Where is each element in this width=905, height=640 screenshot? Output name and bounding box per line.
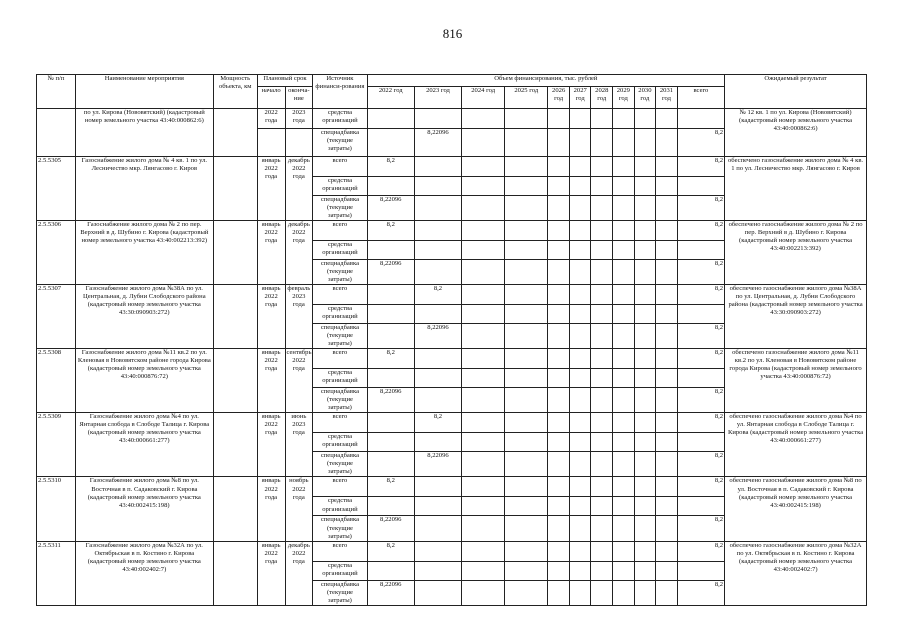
- row-capacity: [213, 109, 257, 157]
- row-capacity: [213, 349, 257, 413]
- row-num: [37, 109, 76, 157]
- row-value-2023: [414, 388, 461, 413]
- row-value-total: 8,2: [677, 260, 724, 285]
- row-start: январь 2022 года: [257, 541, 285, 605]
- row-value-2023: [414, 516, 461, 541]
- row-source: всего: [313, 413, 367, 433]
- table-row: [37, 157, 867, 177]
- row-value-2023: 8,2: [414, 285, 461, 305]
- row-num: 2.5.5307: [37, 285, 76, 349]
- row-source: спецнадбавка (текущие затраты): [313, 260, 367, 285]
- row-source: средства организаций: [313, 109, 367, 129]
- header-year: 2023 год: [414, 87, 461, 109]
- row-value-2023: 8,2: [414, 413, 461, 433]
- row-source: всего: [313, 541, 367, 561]
- row-source: средства организаций: [313, 497, 367, 516]
- row-capacity: [213, 221, 257, 285]
- header-year: 2026 год: [548, 87, 570, 109]
- row-source: спецнадбавка (текущие затраты): [313, 580, 367, 605]
- row-source: всего: [313, 157, 367, 177]
- header-year: 2024 год: [462, 87, 505, 109]
- financing-table: [36, 74, 867, 606]
- row-start: январь 2022 года: [257, 285, 285, 349]
- row-source: спецнадбавка (текущие затраты): [313, 129, 367, 157]
- header-year: 2025 год: [505, 87, 548, 109]
- row-source: спецнадбавка (текущие затраты): [313, 196, 367, 221]
- row-start: январь 2022 года: [257, 349, 285, 413]
- row-num: 2.5.5309: [37, 413, 76, 477]
- table-body: [37, 109, 867, 606]
- header-num: № п/п: [37, 75, 76, 109]
- row-value-2023: [414, 477, 461, 497]
- row-source: средства организаций: [313, 433, 367, 452]
- row-source: всего: [313, 349, 367, 369]
- table-row: [37, 349, 867, 369]
- row-result: обеспечено газоснабжение жилого дома №32А по ул. Октябрьская в п. Костино г. Кирова (кадастровый номер земельного участка 43:40:002402:7): [725, 541, 867, 605]
- row-name: Газоснабжение жилого дома № 4 кв. 1 по ул. Лесничество мкр. Лянгасово г. Киров: [76, 157, 214, 221]
- row-capacity: [213, 285, 257, 349]
- table-row: [37, 285, 867, 305]
- row-value-2022: 8,2: [367, 221, 414, 241]
- table-row: [37, 221, 867, 241]
- row-value-2023: [414, 196, 461, 221]
- header-year: 2031 год: [656, 87, 678, 109]
- row-value-total: 8,2: [677, 541, 724, 561]
- row-value-2022: [367, 413, 414, 433]
- header-term-start: начало: [257, 87, 285, 109]
- row-value-2022: 8,22096: [367, 516, 414, 541]
- row-value-2022: 8,2: [367, 349, 414, 369]
- table-row: [37, 109, 867, 129]
- row-start: январь 2022 года: [257, 157, 285, 221]
- table-row: [37, 541, 867, 561]
- row-result: обеспечено газоснабжение жилого дома №11 кв.2 по ул. Кленовая в Нововятском районе города Кирова (кадастровый номер земельного участка 43:40:000876:72): [725, 349, 867, 413]
- row-num: 2.5.5308: [37, 349, 76, 413]
- header-year: 2027 год: [569, 87, 591, 109]
- page-number: 816: [442, 26, 463, 41]
- table-row: [37, 477, 867, 497]
- row-source: спецнадбавка (текущие затраты): [313, 388, 367, 413]
- row-name: Газоснабжение жилого дома №32А по ул. Октябрьская в п. Костино г. Кирова (кадастровый номер земельного участка 43:40:002402:7): [76, 541, 214, 605]
- row-end: декабрь 2022 года: [285, 221, 313, 285]
- row-value-total: 8,2: [677, 388, 724, 413]
- row-value-2022: 8,2: [367, 157, 414, 177]
- row-num: 2.5.5306: [37, 221, 76, 285]
- row-value-total: 8,2: [677, 221, 724, 241]
- row-end: 2023 года: [285, 109, 313, 129]
- row-source: спецнадбавка (текущие затраты): [313, 324, 367, 349]
- row-value-total: 8,2: [677, 349, 724, 369]
- row-capacity: [213, 477, 257, 541]
- row-capacity: [213, 157, 257, 221]
- row-start: январь 2022 года: [257, 477, 285, 541]
- table-row: [37, 413, 867, 433]
- row-value-2022: 8,22096: [367, 260, 414, 285]
- header-name: Наименование мероприятия: [76, 75, 214, 109]
- row-end: июнь 2023 года: [285, 413, 313, 477]
- row-capacity: [213, 413, 257, 477]
- row-num: 2.5.5310: [37, 477, 76, 541]
- row-source: всего: [313, 285, 367, 305]
- row-value-total: 8,2: [677, 196, 724, 221]
- row-value-total: 8,2: [677, 477, 724, 497]
- header-capacity: Мощность объекта, км: [213, 75, 257, 109]
- row-start: 2022 года: [257, 109, 285, 129]
- row-value-total: 8,2: [677, 129, 724, 157]
- row-value-2023: [414, 541, 461, 561]
- row-start: январь 2022 года: [257, 221, 285, 285]
- header-total: всего: [677, 87, 724, 109]
- row-value-total: 8,2: [677, 452, 724, 477]
- row-result: обеспечено газоснабжение жилого дома №38А по ул. Центральная, д. Лубни Слободского района (кадастровый номер земельного участка 43:30:090903:272): [725, 285, 867, 349]
- row-value-2023: [414, 221, 461, 241]
- row-name: Газоснабжение жилого дома №38А по ул. Центральная, д. Лубни Слободского района (кадастровый номер земельного участка 43:30:090903:272): [76, 285, 214, 349]
- row-name: Газоснабжение жилого дома №11 кв.2 по ул. Кленовая в Нововятском районе города Кирова (кадастровый номер земельного участка 43:40:000876:72): [76, 349, 214, 413]
- row-value-total: 8,2: [677, 157, 724, 177]
- row-source: средства организаций: [313, 241, 367, 260]
- row-name: Газоснабжение жилого дома №8 по ул. Восточная в п. Садаковский г. Кирова (кадастровый номер земельного участка 43:40:002415:198): [76, 477, 214, 541]
- row-value-2022: [367, 324, 414, 349]
- header-term-end: оконча-ние: [285, 87, 313, 109]
- header-source: Источник финанси-рования: [313, 75, 367, 109]
- row-value-2023: [414, 349, 461, 369]
- row-end: декабрь 2022 года: [285, 541, 313, 605]
- row-value-2023: 8,22096: [414, 452, 461, 477]
- row-end: декабрь 2022 года: [285, 157, 313, 221]
- row-value-2022: 8,22096: [367, 388, 414, 413]
- table-header: [37, 75, 867, 109]
- row-value-2023: [414, 157, 461, 177]
- row-name: Газоснабжение жилого дома № 2 по пер. Верхний в д. Шубино г. Кирова (кадастровый номер земельного участка 43:40:002213:392): [76, 221, 214, 285]
- row-value-2022: 8,2: [367, 477, 414, 497]
- row-num: 2.5.5305: [37, 157, 76, 221]
- row-value-2022: 8,22096: [367, 580, 414, 605]
- row-value-2023: 8,22096: [414, 129, 461, 157]
- header-year: 2030 год: [634, 87, 656, 109]
- row-value-2022: 8,2: [367, 541, 414, 561]
- row-value-total: 8,2: [677, 285, 724, 305]
- row-value-2022: [367, 285, 414, 305]
- header-volume: Объем финансирования, тыс. рублей: [367, 75, 724, 87]
- row-result: обеспечено газоснабжение жилого дома № 2 по пер. Верхний в д. Шубино г. Кирова (кадастровый номер земельного участка 43:40:002213:392): [725, 221, 867, 285]
- row-value-2023: [414, 260, 461, 285]
- row-source: спецнадбавка (текущие затраты): [313, 452, 367, 477]
- row-value-2023: [414, 580, 461, 605]
- row-start: январь 2022 года: [257, 413, 285, 477]
- row-source: всего: [313, 477, 367, 497]
- row-end: сентябрь 2022 года: [285, 349, 313, 413]
- row-result: обеспечено газоснабжение жилого дома №8 по ул. Восточная в п. Садаковский г. Кирова (кадастровый номер земельного участка 43:40:002415:198): [725, 477, 867, 541]
- row-result: обеспечено газоснабжение жилого дома №4 по ул. Янтарная слобода в Слободе Талица г. Кирова (кадастровый номер земельного участка 43:40:000661:277): [725, 413, 867, 477]
- header-year: 2029 год: [613, 87, 635, 109]
- row-value-total: 8,2: [677, 413, 724, 433]
- row-value-total: 8,2: [677, 580, 724, 605]
- row-value-2023: 8,22096: [414, 324, 461, 349]
- header-year: 2028 год: [591, 87, 613, 109]
- row-source: средства организаций: [313, 177, 367, 196]
- header-result: Ожидаемый результат: [725, 75, 867, 109]
- row-source: средства организаций: [313, 561, 367, 580]
- row-end: февраль 2023 года: [285, 285, 313, 349]
- row-result: № 12 кв. 1 по ул. Кирова (Нововятский) (кадастровый номер земельного участка 43:40:000862:6): [725, 109, 867, 157]
- row-end: ноябрь 2022 года: [285, 477, 313, 541]
- header-year: 2022 год: [367, 87, 414, 109]
- row-value-total: 8,2: [677, 324, 724, 349]
- row-result: обеспечено газоснабжение жилого дома № 4 кв. 1 по ул. Лесничество мкр. Лянгасово г. Киров: [725, 157, 867, 221]
- row-capacity: [213, 541, 257, 605]
- row-source: средства организаций: [313, 369, 367, 388]
- row-source: средства организаций: [313, 305, 367, 324]
- row-source: всего: [313, 221, 367, 241]
- row-num: 2.5.5311: [37, 541, 76, 605]
- row-value-2022: 8,22096: [367, 196, 414, 221]
- row-value-2022: [367, 452, 414, 477]
- header-term: Плановый срок: [257, 75, 312, 87]
- row-value-total: 8,2: [677, 516, 724, 541]
- row-name: по ул. Кирова (Нововятский) (кадастровый номер земельного участка 43:40:000862:6): [76, 109, 214, 157]
- row-name: Газоснабжение жилого дома №4 по ул. Янтарная слобода в Слободе Талица г. Кирова (кадастровый номер земельного участка 43:40:000661:277): [76, 413, 214, 477]
- row-source: спецнадбавка (текущие затраты): [313, 516, 367, 541]
